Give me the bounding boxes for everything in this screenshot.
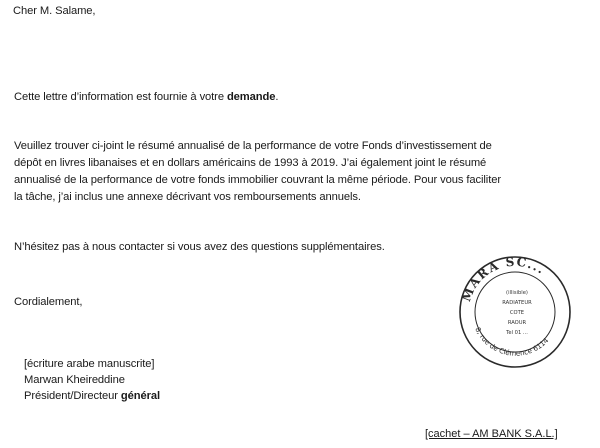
greeting: Cher M. Salame, — [13, 5, 96, 17]
svg-text:Tel 01 ...: Tel 01 ... — [506, 330, 528, 336]
svg-text:(illisible): (illisible) — [506, 290, 528, 296]
signatory-title — [24, 388, 160, 405]
intro-bold-word: demande — [226, 91, 276, 103]
signatory-name: Marwan Kheireddine — [24, 374, 125, 386]
stamp-ring-bottom-text: 8, rue de Clémence 6114 — [473, 326, 551, 358]
intro-text: Cette lettre d’information est fournie à votre — [14, 91, 227, 103]
paragraph-line: annualisé de la performance de votre fonds immobilier couvrant la même période. Pour vous faciliter — [14, 174, 501, 186]
paragraph-line: dépôt en livres libanaises et en dollars américains de 1993 à 2019. J’ai également joint le résumé — [14, 157, 487, 169]
bank-stamp — [455, 252, 573, 370]
intro-sentence — [14, 89, 278, 106]
stamp-inner-text — [502, 290, 532, 336]
paragraph-line: la tâche, j’ai inclus une annexe décrivant vos remboursements annuels. — [14, 191, 361, 203]
body-paragraph — [14, 138, 574, 206]
signatory-title-bold: général — [120, 390, 160, 402]
svg-text:RADIATEUR: RADIATEUR — [502, 300, 532, 306]
contact-sentence: N’hésitez pas à nous contacter si vous avez des questions supplémentaires. — [14, 241, 385, 253]
paragraph-line: Veuillez trouver ci-joint le résumé annualisé de la performance de votre Fonds d’investissement de — [14, 140, 492, 152]
intro-end: . — [275, 91, 279, 103]
svg-text:COTE: COTE — [509, 310, 525, 316]
signatory-title-prefix: Président/Directeur — [24, 390, 121, 402]
svg-text:RAOUR: RAOUR — [507, 320, 527, 326]
handwritten-note: [écriture arabe manuscrite] — [24, 358, 155, 370]
stamp-ring-top-text: MARA SC... — [459, 254, 549, 304]
stamp-caption — [425, 427, 558, 441]
closing: Cordialement, — [14, 296, 83, 308]
stamp-caption-text: [cachet – AM BANK S.A.L.] — [425, 428, 558, 440]
